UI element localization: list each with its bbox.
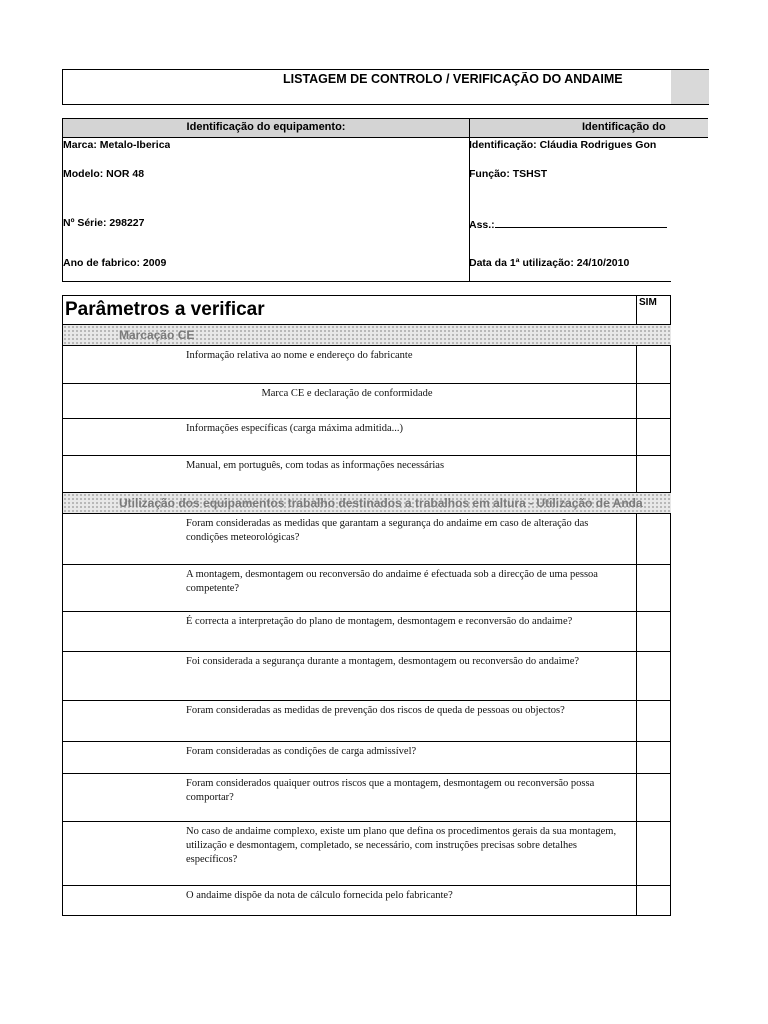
- checklist-item: [63, 652, 671, 701]
- checklist-item: [63, 612, 671, 652]
- item-text: Foi considerada a segurança durante a montagem, desmontagem ou reconversão do andaime?: [186, 656, 580, 667]
- parameters-title: Parâmetros a verificar: [65, 299, 265, 320]
- identification-header: [62, 118, 708, 138]
- item-text: Foram consideradas as medidas que garantam a segurança do andaime em caso de alteração das condições meteorológicas?: [186, 518, 589, 543]
- sim-checkbox-cell[interactable]: [636, 384, 671, 418]
- parameters-table: [62, 295, 671, 916]
- parameters-header: [63, 295, 671, 325]
- sim-checkbox-cell[interactable]: [636, 701, 671, 741]
- document-title: LISTAGEM DE CONTROLO / VERIFICAÇÃO DO ANDAIME: [283, 72, 623, 86]
- signature-label: Ass.:: [469, 219, 495, 231]
- equipment-id-header: Identificação do equipamento:: [62, 119, 470, 137]
- identification-field: Identificação: Cláudia Rodrigues Gon: [469, 139, 657, 151]
- item-text: Informação relativa ao nome e endereço do fabricante: [186, 350, 413, 361]
- title-band: [62, 69, 709, 105]
- item-text: É correcta a interpretação do plano de montagem, desmontagem e reconversão do andaime?: [186, 616, 573, 627]
- identification-block: [62, 136, 671, 282]
- signature-field[interactable]: [469, 217, 667, 232]
- sim-checkbox-cell[interactable]: [636, 612, 671, 651]
- checklist-item: [63, 742, 671, 774]
- checklist-item: [63, 886, 671, 916]
- sim-checkbox-cell[interactable]: [636, 742, 671, 773]
- sim-column-header: SIM: [636, 296, 671, 324]
- item-text: Informações específicas (carga máxima admitida...): [186, 423, 403, 434]
- item-text: Foram consideradas as medidas de prevenção dos riscos de queda de pessoas ou objectos?: [186, 705, 565, 716]
- sim-checkbox-cell[interactable]: [636, 886, 671, 915]
- section-label: Utilização dos equipamentos trabalho destinados a trabalhos em altura - Utilização de Anda: [119, 496, 643, 510]
- checklist-item: [63, 514, 671, 565]
- item-text: Manual, em português, com todas as informações necessárias: [186, 460, 445, 471]
- item-text: Foram considerados quaiquer outros riscos que a montagem, desmontagem ou reconversão possa comportar?: [186, 778, 595, 803]
- checklist-item: [63, 346, 671, 384]
- checklist-item: [63, 565, 671, 612]
- sim-checkbox-cell[interactable]: [636, 514, 671, 564]
- checklist-item: [63, 822, 671, 886]
- title-band-shade: [671, 70, 709, 104]
- sim-checkbox-cell[interactable]: [636, 774, 671, 821]
- section-label: Marcação CE: [119, 328, 195, 342]
- item-text: No caso de andaime complexo, existe um plano que defina os procedimentos gerais da sua montagem, utilização e desmontagem, completado, se necessário, com instruções precisas sobre detalhes específicos?: [186, 826, 617, 865]
- section-row-marcacao-ce: [63, 325, 671, 346]
- item-text: Marca CE e declaração de conformidade: [261, 388, 433, 399]
- sim-checkbox-cell[interactable]: [636, 346, 671, 383]
- model-field: Modelo: NOR 48: [63, 168, 145, 180]
- id-header-shade: [670, 119, 708, 137]
- function-field: Função: TSHST: [469, 168, 548, 180]
- year-field: Ano de fabrico: 2009: [63, 257, 167, 269]
- checklist-item: [63, 456, 671, 493]
- sim-checkbox-cell[interactable]: [636, 419, 671, 455]
- user-id-header: Identificação do: [582, 121, 666, 133]
- sim-checkbox-cell[interactable]: [636, 822, 671, 885]
- section-row-trabalhos-altura: [63, 493, 671, 514]
- item-text: A montagem, desmontagem ou reconversão do andaime é efectuada sob a direcção de uma pessoa competente?: [186, 569, 598, 594]
- item-text: Foram consideradas as condições de carga admissível?: [186, 746, 417, 757]
- first-use-field: Data da 1ª utilização: 24/10/2010: [469, 257, 630, 269]
- checklist-item: [63, 384, 671, 419]
- sim-checkbox-cell[interactable]: [636, 456, 671, 492]
- sim-checkbox-cell[interactable]: [636, 565, 671, 611]
- brand-field: Marca: Metalo-Iberica: [63, 139, 171, 151]
- item-text: O andaime dispõe da nota de cálculo fornecida pelo fabricante?: [186, 890, 453, 901]
- serial-field: Nº Série: 298227: [63, 217, 145, 229]
- sim-checkbox-cell[interactable]: [636, 652, 671, 700]
- checklist-item: [63, 774, 671, 822]
- signature-line[interactable]: [495, 217, 667, 228]
- checklist-item: [63, 701, 671, 742]
- checklist-item: [63, 419, 671, 456]
